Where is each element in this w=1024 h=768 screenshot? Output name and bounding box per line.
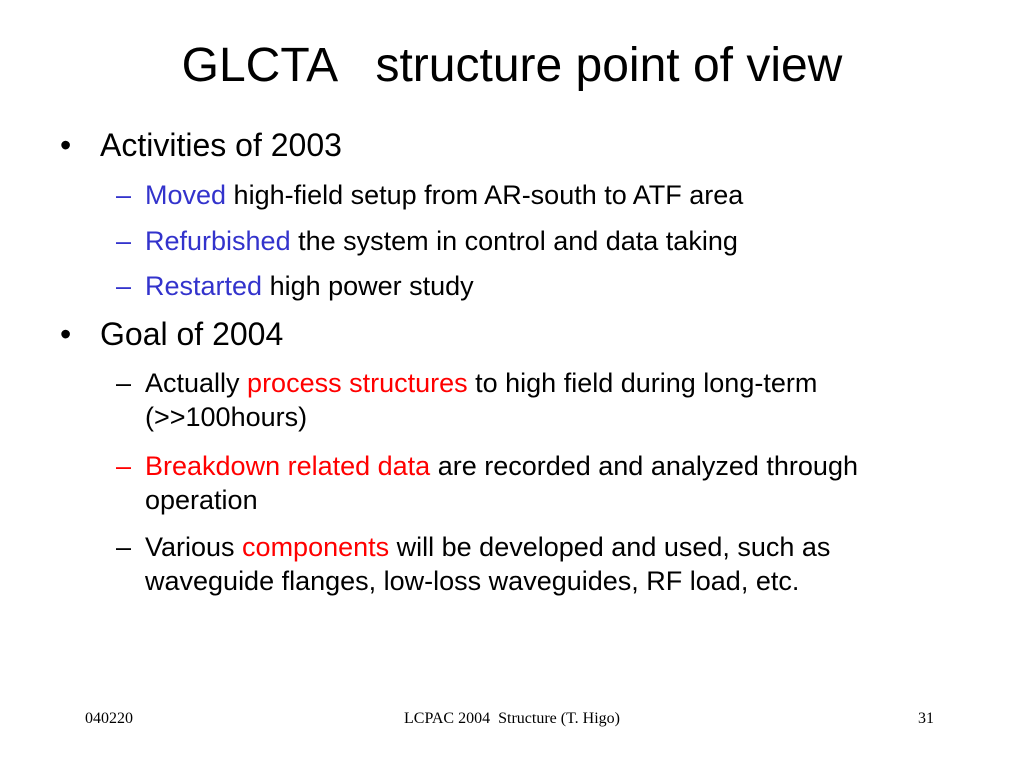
footer-center-text: LCPAC 2004 Structure (T. Higo) (404, 710, 620, 727)
dash-marker: – (116, 226, 132, 256)
bullet-label: Activities of 2003 (100, 127, 342, 163)
subitem-text: Restarted high power study (145, 271, 474, 301)
subitem-text: Various components will be developed and used, such as waveguide flanges, low-loss waveguides, RF load, etc. (145, 532, 831, 596)
subitem-text: Breakdown related data are recorded and analyzed through operation (145, 451, 858, 515)
dash-marker: – (116, 271, 132, 301)
footer-date: 040220 (85, 710, 133, 727)
bullet-dot: • (60, 316, 72, 352)
dash-marker: – (116, 368, 132, 398)
dash-marker: – (116, 180, 132, 210)
slide-title: GLCTA structure point of view (181, 39, 843, 92)
dash-marker: – (116, 532, 132, 562)
footer-page-number: 31 (918, 710, 934, 727)
subitem-text: Refurbished the system in control and data taking (145, 226, 738, 256)
bullet-label: Goal of 2004 (100, 316, 284, 352)
subitem-text: Actually process structures to high field during long-term (>>100hours) (145, 368, 818, 432)
dash-marker: – (116, 451, 132, 481)
subitem-text: Moved high-field setup from AR-south to ATF area (145, 180, 744, 210)
bullet-dot: • (60, 127, 72, 163)
